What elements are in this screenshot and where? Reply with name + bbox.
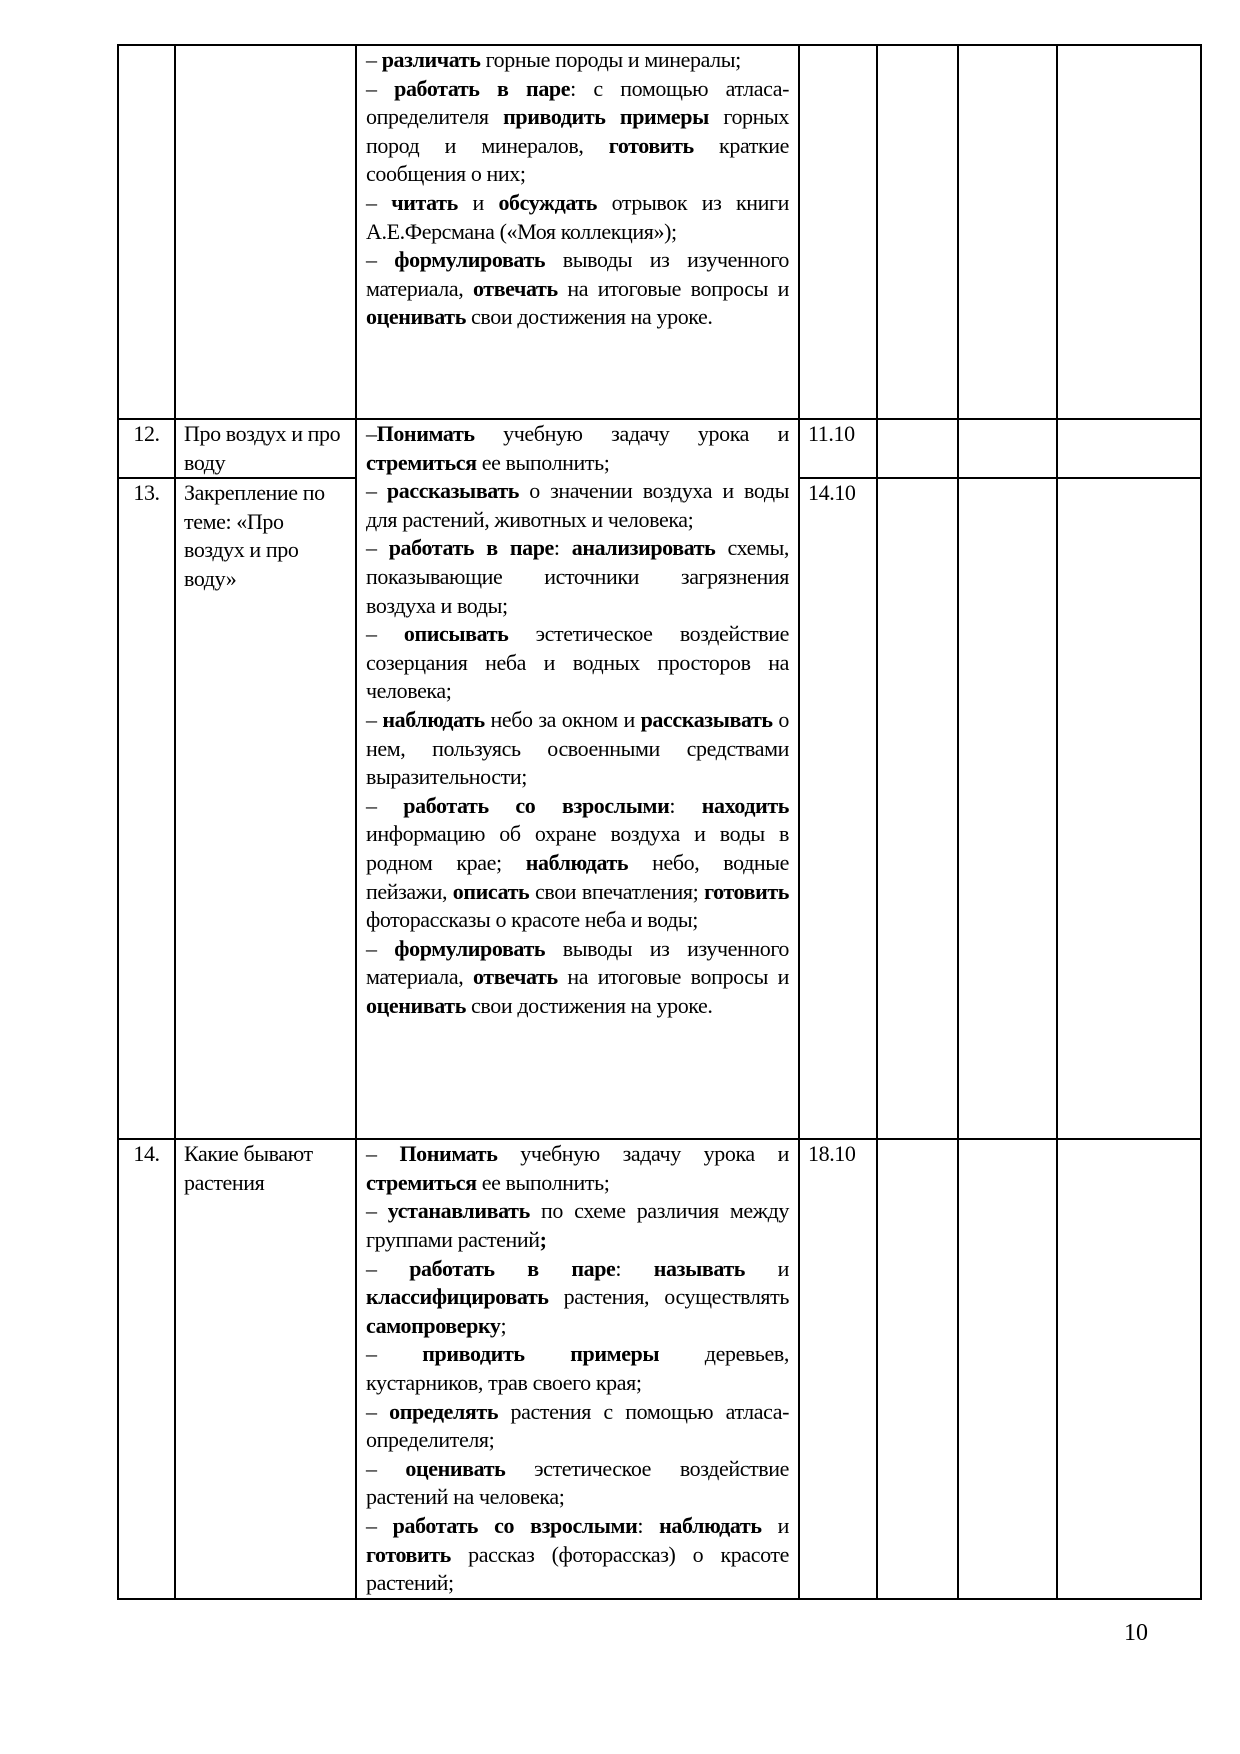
activity-text: – [366, 1341, 423, 1367]
activity-text: ее выполнить; [476, 1169, 610, 1195]
activity-keyword: читать [391, 189, 458, 215]
activity-text: и [745, 1255, 789, 1281]
activity-text: о нем, пользуясь освоенными средствами выразительности; [366, 706, 790, 790]
activity-keyword: рассказывать [386, 478, 519, 504]
activity-text: – [366, 1455, 406, 1481]
activity-keyword: готовить [704, 878, 789, 904]
activity-text: на итоговые вопросы и [557, 964, 790, 990]
activity-text: краткие сообщения о них; [366, 132, 789, 187]
activity-text: и [761, 1512, 789, 1538]
lesson-number: 14. [118, 1139, 175, 1599]
activity-keyword: ; [539, 1226, 547, 1252]
activity-text: – [366, 1512, 393, 1538]
actual-date-cell [877, 478, 958, 1139]
actual-date-cell [877, 45, 958, 419]
activity-text: по схеме различия между группами растений [366, 1198, 789, 1252]
activity-text: : [615, 1255, 654, 1281]
activity-keyword: классифицировать [366, 1284, 549, 1310]
lesson-activities [356, 45, 799, 419]
notes-cell [958, 45, 1057, 419]
activity-item [366, 792, 789, 935]
table-row [118, 45, 1201, 419]
activity-keyword: описать [452, 878, 530, 904]
activity-text: – [366, 935, 395, 961]
activity-text: – [366, 478, 387, 504]
activity-text: : [637, 1512, 660, 1538]
activity-keyword: формулировать [394, 247, 546, 273]
activity-text: о значении воздуха и воды для растений, животных и человека; [366, 478, 790, 532]
activity-text: : [669, 792, 702, 818]
activity-item [366, 1340, 789, 1397]
activity-text: свои достижения на уроке. [465, 992, 713, 1018]
extra-cell [1057, 478, 1201, 1139]
activity-text: – [366, 621, 404, 647]
table-row [118, 1139, 1201, 1599]
activity-keyword: оценивать [405, 1455, 506, 1481]
activity-keyword: работать со взрослыми [403, 792, 670, 818]
activity-text: и [457, 189, 499, 215]
activity-keyword: работать в паре [409, 1255, 616, 1281]
activity-item [366, 1398, 789, 1455]
activity-item [366, 46, 789, 75]
notes-cell [958, 419, 1057, 478]
lesson-topic [175, 45, 356, 419]
activity-keyword: стремиться [366, 449, 477, 475]
activity-keyword: работать в паре [388, 535, 554, 561]
activity-text: ее выполнить; [476, 449, 610, 475]
activity-text: небо, водные пейзажи, [366, 849, 789, 904]
activity-keyword: оценивать [366, 992, 466, 1018]
activity-text: – [366, 247, 395, 273]
activity-item [366, 477, 789, 534]
activity-text: – [366, 75, 395, 101]
activity-keyword: готовить [366, 1541, 451, 1567]
activity-text: ; [500, 1312, 507, 1338]
lesson-number [118, 45, 175, 419]
activity-item [366, 1197, 789, 1254]
activity-keyword: оценивать [366, 304, 466, 330]
activity-keyword: устанавливать [387, 1198, 530, 1224]
activity-item [366, 935, 789, 1021]
activity-text: – [366, 706, 383, 732]
lesson-topic: Про воздух и про воду [175, 419, 356, 478]
activity-text: свои достижения на уроке. [465, 304, 713, 330]
lesson-topic: Какие бывают растения [175, 1139, 356, 1599]
activity-item [366, 1455, 789, 1512]
activity-text: горных пород и минералов, [366, 104, 789, 158]
extra-cell [1057, 45, 1201, 419]
activity-text: отрывок из книги А.Е.Ферсмана («Моя коллекция»); [366, 189, 790, 244]
activity-text: – [366, 47, 382, 72]
activity-item [366, 420, 789, 477]
activity-keyword: приводить примеры [503, 104, 709, 130]
actual-date-cell [877, 1139, 958, 1599]
activity-keyword: различать [381, 47, 481, 72]
activity-text: – [366, 535, 389, 561]
activity-text: – [366, 1255, 410, 1281]
lesson-topic: Закрепление по теме: «Про воздух и про воду» [175, 478, 356, 1139]
table-row [118, 419, 1201, 478]
activity-text: схемы, показывающие источники загрязнения воздуха и воды; [366, 535, 789, 618]
activity-keyword: анализировать [571, 535, 716, 561]
activity-text: деревьев, кустарников, трав своего края; [366, 1341, 790, 1395]
activity-keyword: готовить [608, 132, 694, 158]
activity-item [366, 620, 789, 706]
activity-keyword: наблюдать [659, 1512, 762, 1538]
activity-item [366, 1512, 789, 1598]
activity-keyword: наблюдать [382, 706, 485, 732]
activity-text: – [366, 1141, 400, 1167]
activity-keyword: обсуждать [498, 189, 597, 215]
activity-keyword: описывать [403, 621, 509, 647]
activity-keyword: Понимать [399, 1141, 498, 1167]
activity-text: учебную задачу урока и [474, 421, 789, 446]
activity-text: горные породы и минералы; [480, 47, 741, 72]
activity-keyword: рассказывать [640, 706, 773, 732]
lesson-date: 18.10 [799, 1139, 877, 1599]
lesson-activities [356, 1139, 799, 1599]
activity-text: фоторассказы о красоте неба и воды; [366, 907, 698, 933]
notes-cell [958, 478, 1057, 1139]
activity-text: : [553, 535, 572, 561]
activity-item [366, 1140, 789, 1197]
activity-item [366, 246, 789, 332]
activity-keyword: наблюдать [525, 849, 629, 875]
extra-cell [1057, 1139, 1201, 1599]
activity-text: на итоговые вопросы и [557, 275, 790, 301]
activity-item [366, 189, 789, 246]
lesson-date: 14.10 [799, 478, 877, 1139]
activity-text: – [366, 421, 377, 446]
activity-text: – [366, 1398, 390, 1424]
lesson-number: 13. [118, 478, 175, 1139]
activity-text: – [366, 1198, 388, 1224]
extra-cell [1057, 419, 1201, 478]
lesson-number: 12. [118, 419, 175, 478]
activity-keyword: отвечать [472, 964, 558, 990]
activity-text: выводы из изученного материала, [366, 247, 789, 301]
activity-text: – [366, 189, 392, 215]
activity-text: небо за окном и [484, 706, 641, 732]
activity-text: рассказ (фоторассказ) о красоте растений; [366, 1541, 789, 1596]
activity-text: эстетическое воздействие растений на человека; [366, 1455, 789, 1510]
activity-text: : с помощью атласа-определителя [366, 75, 789, 130]
activity-keyword: формулировать [394, 935, 546, 961]
activity-item [366, 75, 789, 189]
activity-text: учебную задачу урока и [497, 1141, 789, 1167]
activity-item [366, 534, 789, 620]
activity-item [366, 1255, 789, 1341]
activity-text: растения, осуществлять [548, 1284, 789, 1310]
lesson-date: 11.10 [799, 419, 877, 478]
lesson-date [799, 45, 877, 419]
activity-keyword: находить [701, 792, 790, 818]
activity-keyword: отвечать [472, 275, 558, 301]
activity-text: свои впечатления; [529, 878, 705, 904]
activity-text: эстетическое воздействие созерцания неба и водных просторов на человека; [366, 621, 789, 704]
activity-keyword: Понимать [376, 421, 475, 446]
activity-text: выводы из изученного материала, [366, 935, 789, 990]
activity-keyword: самопроверку [366, 1312, 501, 1338]
lesson-activities [356, 419, 799, 1139]
activity-keyword: называть [653, 1255, 745, 1281]
activity-keyword: стремиться [366, 1169, 477, 1195]
actual-date-cell [877, 419, 958, 478]
page-number: 10 [1124, 1620, 1148, 1646]
activity-keyword: работать в паре [394, 75, 571, 101]
activity-text: растения с помощью атласа-определителя; [366, 1398, 789, 1453]
activity-keyword: приводить примеры [422, 1341, 660, 1367]
notes-cell [958, 1139, 1057, 1599]
activity-item [366, 706, 789, 792]
activity-text: – [366, 792, 404, 818]
activity-keyword: работать со взрослыми [392, 1512, 638, 1538]
activity-keyword: определять [389, 1398, 499, 1424]
activity-text: информацию об охране воздуха и воды в родном крае; [366, 821, 789, 875]
lesson-plan-table [117, 44, 1202, 1600]
